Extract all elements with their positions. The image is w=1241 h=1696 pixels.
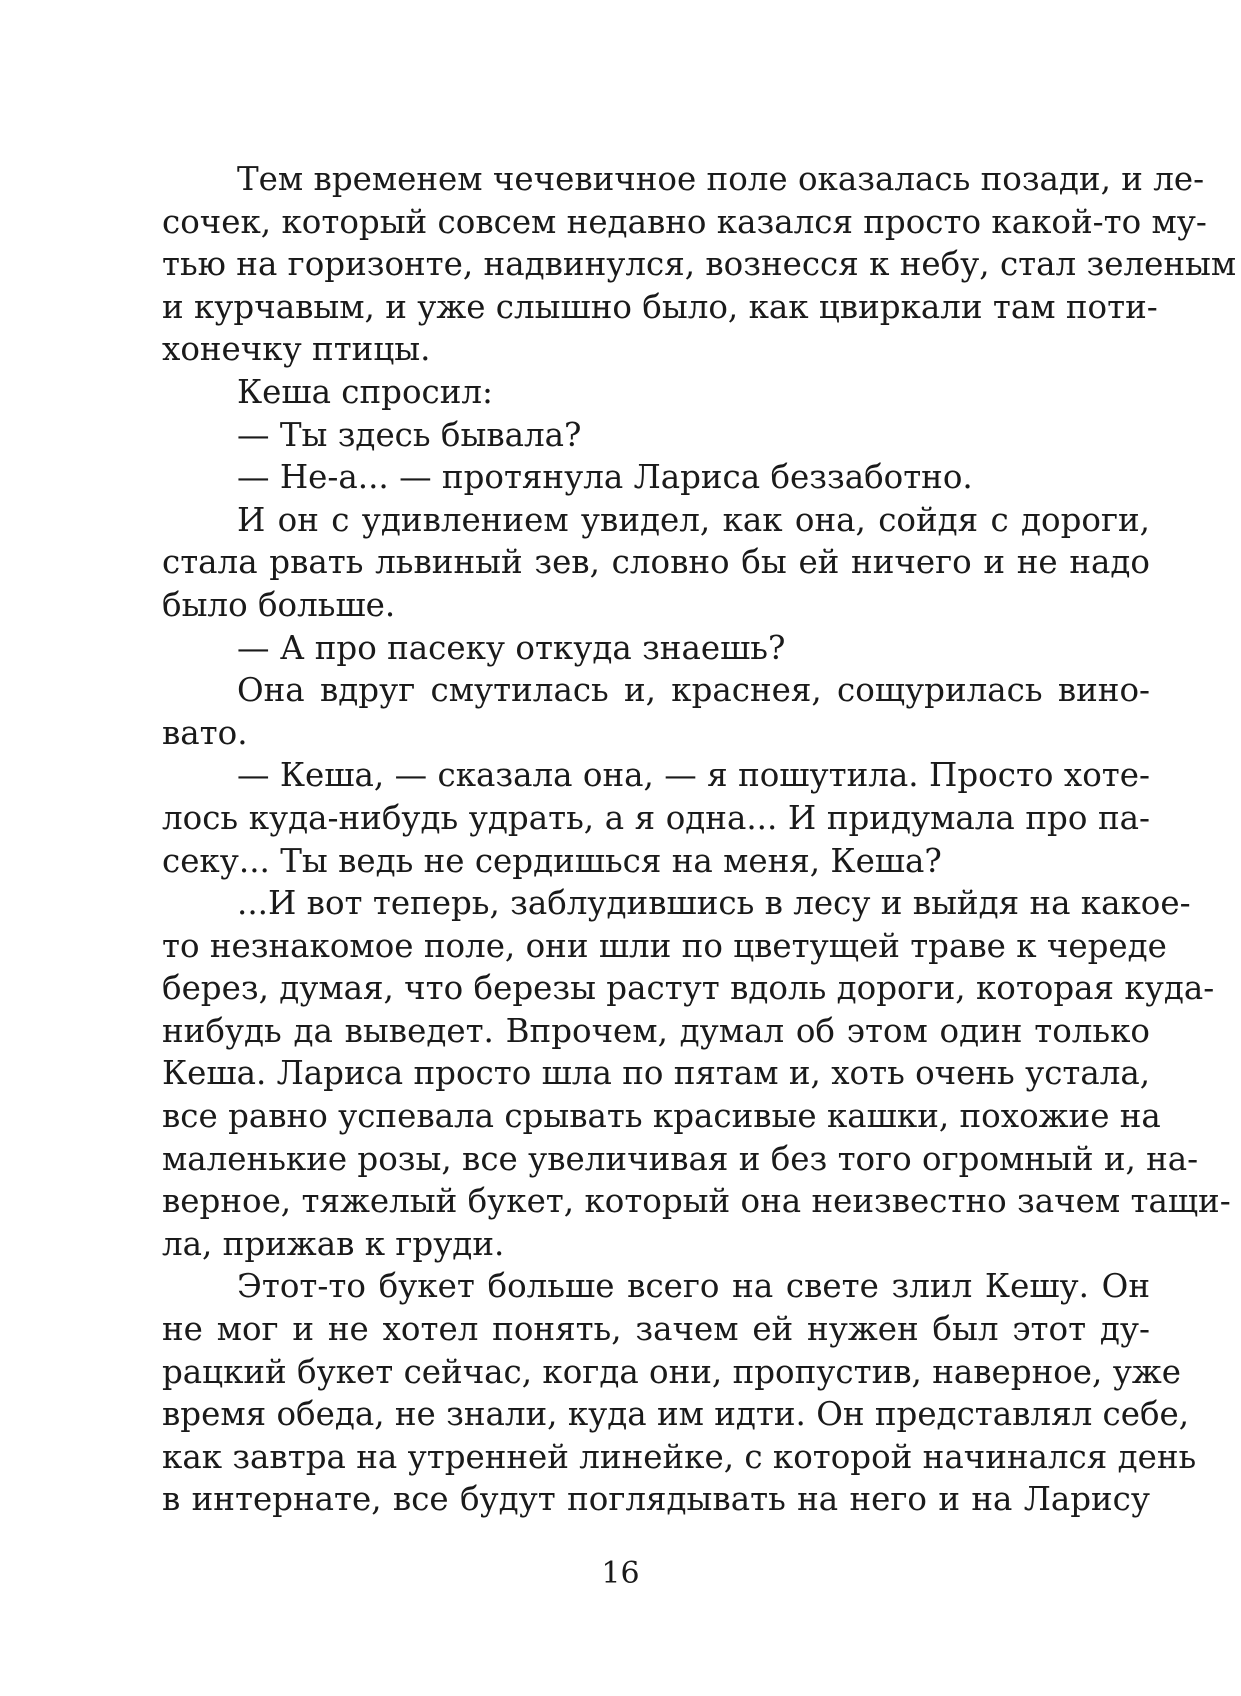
text-line: ла, прижав к груди. [162,1224,505,1263]
text-line: то незнакомое поле, они шли по цветущей траве к череде [162,926,1167,965]
text-line: секу... Ты ведь не сердишься на меня, Кеша? [162,841,942,880]
text-line: — Кеша, — сказала она, — я пошутила. Просто хоте- [237,756,1150,795]
text-line: И он с удивлением увидел, как она, сойдя с дороги, [237,500,1150,539]
text-line: нибудь да выведет. Впрочем, думал об этом один только [162,1011,1150,1050]
text-line: не мог и не хотел понять, зачем ей нужен был этот ду- [162,1310,1150,1349]
page-number: 16 [601,1556,640,1591]
text-line: Кеша спросил: [237,372,494,411]
text-line: — Ты здесь бывала? [237,415,582,454]
text-line: все равно успевала срывать красивые кашки, похожие на [162,1097,1161,1136]
text-line: — Не-а... — протянула Лариса беззаботно. [237,458,973,497]
text-line: Этот-то букет больше всего на свете злил Кешу. Он [237,1267,1150,1306]
text-line: маленькие розы, все увеличивая и без того огромный и, на- [162,1139,1199,1178]
text-line: — А про пасеку откуда знаешь? [237,628,786,667]
text-line: Она вдруг смутилась и, краснея, сощурилась вино- [237,671,1150,710]
text-line: верное, тяжелый букет, который она неизвестно зачем тащи- [162,1182,1231,1221]
text-line: лось куда-нибудь удрать, а я одна... И придумала про па- [162,798,1150,837]
text-line: в интернате, все будут поглядывать на него и на Ларису [162,1480,1150,1519]
text-line: Кеша. Лариса просто шла по пятам и, хоть очень устала, [162,1054,1151,1093]
text-line: и курчавым, и уже слышно было, как цвиркали там поти- [162,287,1158,326]
text-line: сочек, который совсем недавно казался просто какой-то му- [162,202,1207,241]
text-line: Тем временем чечевичное поле оказалась позади, и ле- [237,160,1205,198]
text-line: как завтра на утренней линейке, с которой начинался день [162,1437,1197,1476]
text-line: стала рвать львиный зев, словно бы ей ничего и не надо [162,543,1150,582]
text-line: было больше. [162,585,396,624]
text-line: хонечку птицы. [162,330,431,369]
text-line: рацкий букет сейчас, когда они, пропустив, наверное, уже [162,1352,1181,1391]
text-line: время обеда, не знали, куда им идти. Он представлял себе, [162,1395,1190,1434]
text-line: вато. [162,713,248,752]
text-line: тью на горизонте, надвинулся, вознесся к небу, стал зеленым [162,245,1237,284]
text-line: ...И вот теперь, заблудившись в лесу и выйдя на какое- [237,884,1191,923]
text-line: берез, думая, что березы растут вдоль дороги, которая куда- [162,969,1215,1008]
body-text [162,158,1237,1521]
